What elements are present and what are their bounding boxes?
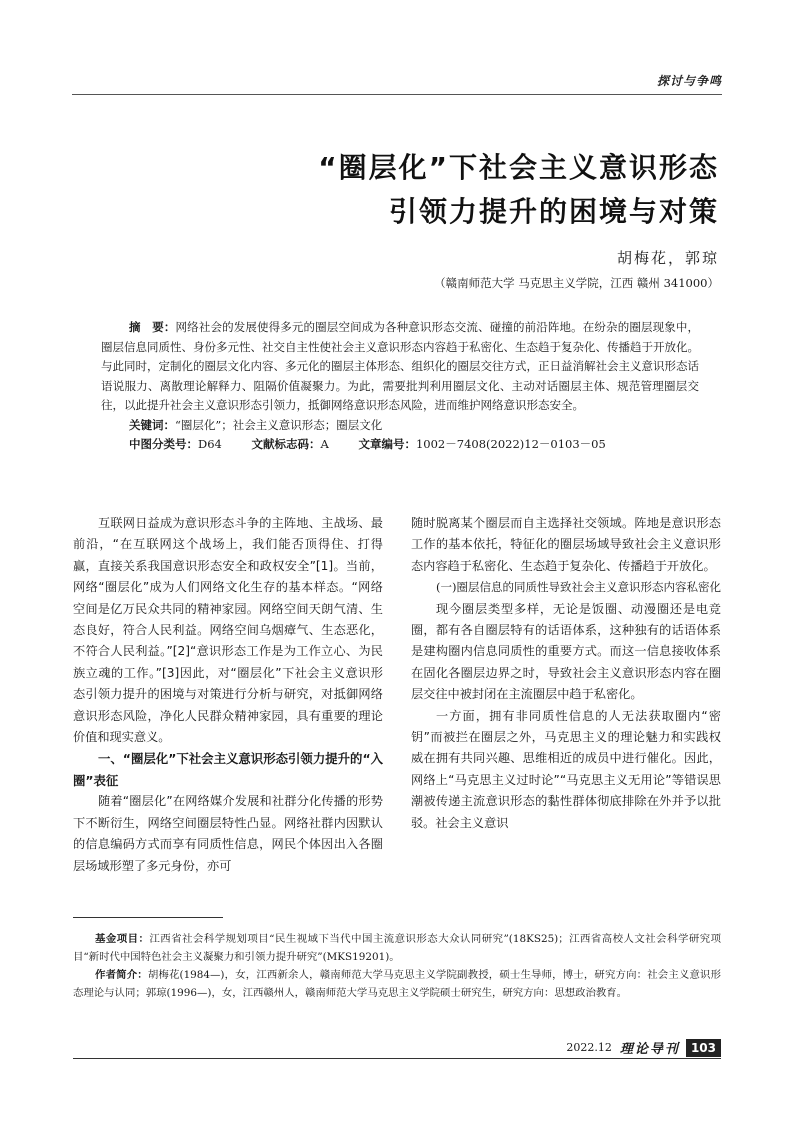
author-text: 胡梅花(1984—)，女，江西新余人，赣南师范大学马克思主义学院副教授，硕士生导师，博士，研究方向：社会主义意识形态理论与认同；郭琼(1996—)，女，江西赣州人，赣南师范大学马克思主义学院硕士研究生，研究方向：思想政治教育。 xyxy=(73,969,722,999)
keywords-label: 关键词： xyxy=(129,417,175,432)
affiliation: （赣南师范大学 马克思主义学院，江西 赣州 341000） xyxy=(434,276,719,290)
body-column-left xyxy=(73,513,383,877)
article-title xyxy=(159,146,719,234)
author-label: 作者简介： xyxy=(95,969,148,981)
body-paragraph: 随着“圈层化”在网络媒介发展和社群分化传播的形势下不断衍生，网络空间圈层特性凸显。网络社群内因默认的信息编码方式而享有同质性信息，网民个体因出入各圈层场域形塑了多元身份，亦可 xyxy=(73,794,383,873)
title-line-1: “圈层化”下社会主义意识形态 xyxy=(318,151,719,184)
abstract-block xyxy=(101,318,699,455)
title-line-2: 引领力提升的困境与对策 xyxy=(388,195,719,228)
authors: 胡梅花，郭琼 xyxy=(616,249,719,267)
doc-value: A xyxy=(320,437,329,451)
body-paragraph: 互联网日益成为意识形态斗争的主阵地、主战场、最前沿，“在互联网这个战场上，我们能否顶得住、打得赢，直接关系我国意识形态安全和政权安全”[1]。当前，网络“圈层化”成为人们网络文化生存的基本样态。“网络空间是亿万民众共同的精神家园。网络空间天朗气清、生态良好，符合人民利益。网络空间乌烟瘴气、生态恶化，不符合人民利益。”[2]“意识形态工作是为工作立心、为民族立魂的工作。”[3]因此，对“圈层化”下社会主义意识形态引领力提升的困境与对策进行分析与研究，对抵御网络意识形态风险，净化人民群众精神家园，具有重要的理论价值和现实意义。 xyxy=(73,516,383,745)
clc-value: D64 xyxy=(198,437,222,451)
body-paragraph: 现今圈层类型多样，无论是饭圈、动漫圈还是电竞圈，都有各自圈层特有的话语体系，这种独有的话语体系是建构圈内信息同质性的重要方式。而这一信息接收体系在固化各圈层边界之时，导致社会主义意识形态内容在圈层交往中被封闭在主流圈层中趋于私密化。 xyxy=(411,601,721,702)
keywords xyxy=(101,416,699,436)
author-note xyxy=(73,966,721,1002)
header-rule xyxy=(72,94,722,95)
page-number: 103 xyxy=(686,1039,721,1057)
doc-code xyxy=(252,437,329,451)
abstract xyxy=(101,318,699,416)
body-paragraph: 随时脱离某个圈层而自主选择社交领域。阵地是意识形态工作的基本依托，特征化的圈层场域导致社会主义意识形态内容趋于私密化、生态趋于复杂化、传播趋于开放化。 xyxy=(411,516,721,573)
subsection-heading-1: (一)圈层信息的同质性导致社会主义意识形态内容私密化 xyxy=(436,580,721,595)
keywords-text: “圈层化”；社会主义意识形态；圈层文化 xyxy=(175,417,383,432)
article-value: 1002－7408(2022)12－0103－05 xyxy=(415,437,606,451)
article-number xyxy=(358,437,605,451)
fund-label: 基金项目： xyxy=(95,933,150,945)
issue-date: 2022.12 xyxy=(566,1041,612,1054)
footnotes xyxy=(73,930,721,1002)
section-tag: 探讨与争鸣 xyxy=(656,74,722,88)
doc-label: 文献标志码： xyxy=(251,437,321,451)
section-heading-1: 一、“圈层化”下社会主义意识形态引领力提升的“入圈”表征 xyxy=(73,751,383,788)
clc-number xyxy=(129,437,222,451)
fund-text: 江西省社会科学规划项目“民生视域下当代中国主流意识形态大众认同研究”(18KS25)；江西省高校人文社会科学研究项目“新时代中国特色社会主义凝聚力和引领力提升研究”(MKS19201)。 xyxy=(73,933,721,963)
abstract-text: 网络社会的发展使得多元的圈层空间成为各种意识形态交流、碰撞的前沿阵地。在纷杂的圈层现象中，圈层信息同质性、身份多元性、社交自主性使社会主义意识形态内容趋于私密化、生态趋于复杂化、传播趋于开放化。与此同时，定制化的圈层文化内容、多元化的圈层主体形态、组织化的圈层交往方式，正日益消解社会主义意识形态话语说服力、离散理论解释力、阻隔价值凝聚力。为此，需要批判利用圈层文化、主动对话圈层主体、规范管理圈层交往，以此提升社会主义意识形态引领力，抵御网络意识形态风险，进而维护网络意识形态安全。 xyxy=(101,320,699,412)
abstract-label: 摘 要： xyxy=(129,320,176,334)
body-paragraph: 一方面，拥有非同质性信息的人无法获取圈内“密钥”而被拦在圈层之外，马克思主义的理论魅力和实践权威在拥有共同兴趣、思维相近的成员中进行催化。因此，网络上“马克思主义过时论”“马克思主义无用论”等错误思潮被传递主流意识形态的黏性群体彻底排除在外并予以批驳。社会主义意识 xyxy=(411,708,721,830)
clc-label: 中图分类号： xyxy=(129,437,198,451)
classification xyxy=(101,435,699,455)
footer-rule xyxy=(73,1058,721,1059)
journal-name: 理论导刊 xyxy=(619,1042,680,1057)
page-footer xyxy=(566,1038,721,1057)
footnote-rule xyxy=(73,917,223,918)
fund-note xyxy=(73,930,721,966)
body-column-right xyxy=(411,513,721,834)
article-label: 文章编号： xyxy=(358,437,416,451)
